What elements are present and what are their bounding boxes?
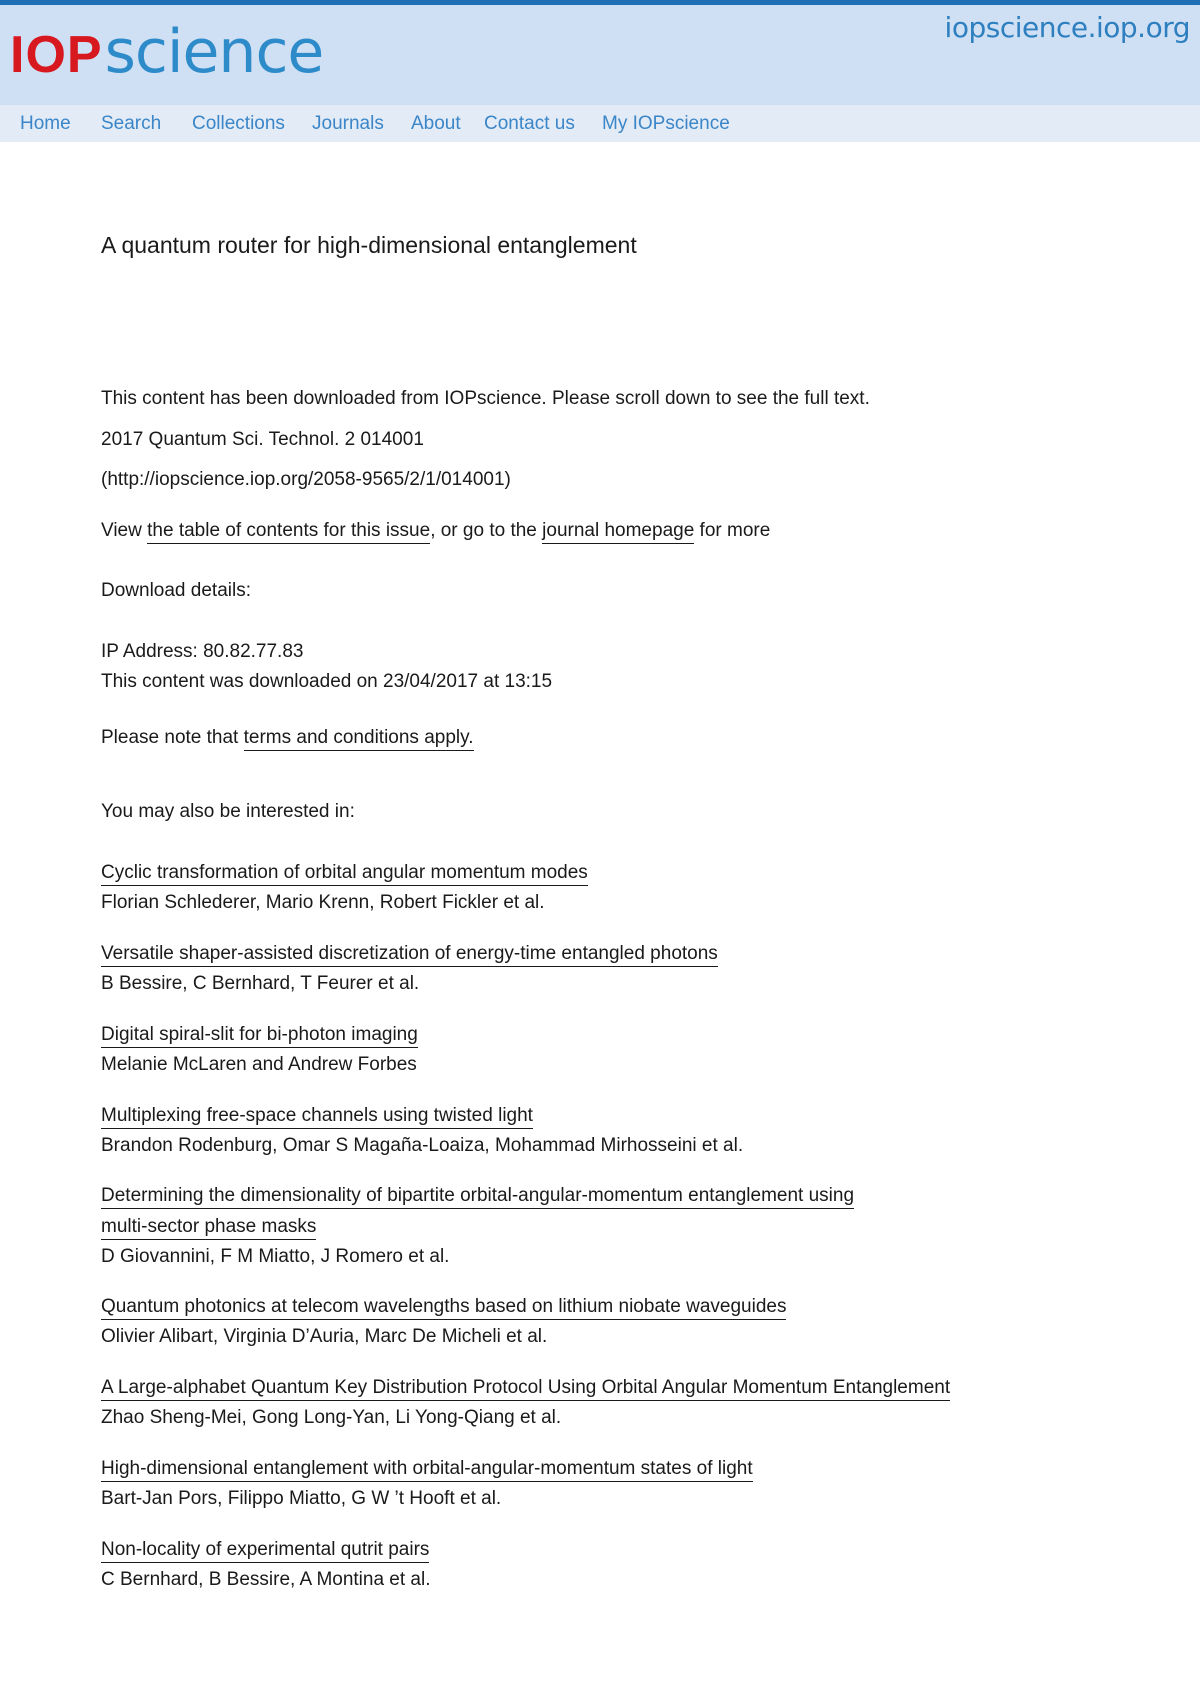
related-item-authors: D Giovannini, F M Miatto, J Romero et al. — [101, 1246, 450, 1267]
ip-address: IP Address: 80.82.77.83 — [101, 641, 304, 662]
related-item-title — [101, 1377, 950, 1399]
related-item-title — [101, 862, 588, 884]
nav-journals[interactable]: Journals — [312, 113, 384, 134]
related-item-title — [101, 1185, 854, 1207]
related-item-title — [101, 1458, 753, 1480]
related-item-authors: Olivier Alibart, Virginia D’Auria, Marc De Micheli et al. — [101, 1326, 548, 1347]
related-item-authors: Florian Schlederer, Mario Krenn, Robert Fickler et al. — [101, 892, 545, 913]
related-title-link[interactable]: A Large-alphabet Quantum Key Distribution Protocol Using Orbital Angular Momentum Entanglement — [101, 1377, 950, 1401]
nav-contact-us[interactable]: Contact us — [484, 113, 575, 134]
toc-link[interactable]: the table of contents for this issue — [147, 520, 430, 544]
related-item-authors: Zhao Sheng-Mei, Gong Long-Yan, Li Yong-Qiang et al. — [101, 1407, 562, 1428]
related-item-authors: C Bernhard, B Bessire, A Montina et al. — [101, 1569, 431, 1590]
related-item-title — [101, 1024, 418, 1046]
site-url[interactable]: iopscience.iop.org — [944, 11, 1190, 44]
related-item-title — [101, 1539, 429, 1561]
related-item-authors: B Bessire, C Bernhard, T Feurer et al. — [101, 973, 420, 994]
download-date: This content was downloaded on 23/04/2017 at 13:15 — [101, 671, 553, 692]
terms-link[interactable]: terms and conditions apply. — [244, 727, 474, 751]
main-nav — [0, 105, 1200, 142]
logo-iop-text: IOP — [10, 26, 103, 84]
nav-search[interactable]: Search — [101, 113, 162, 134]
article-url: (http://iopscience.iop.org/2058-9565/2/1/014001) — [101, 469, 511, 490]
view-middle: , or go to the — [430, 520, 543, 541]
related-title-link-cont[interactable]: multi-sector phase masks — [101, 1216, 316, 1240]
related-title-link[interactable]: Non-locality of experimental qutrit pairs — [101, 1539, 429, 1563]
related-item-title — [101, 1296, 786, 1318]
related-title-link[interactable]: Multiplexing free-space channels using twisted light — [101, 1105, 533, 1129]
view-links-line — [101, 520, 770, 542]
related-item-title — [101, 1105, 533, 1127]
download-notice: This content has been downloaded from IOPscience. Please scroll down to see the full text. — [101, 388, 870, 409]
download-details-heading: Download details: — [101, 580, 251, 601]
related-title-link[interactable]: Quantum photonics at telecom wavelengths based on lithium niobate waveguides — [101, 1296, 786, 1320]
related-item-authors: Melanie McLaren and Andrew Forbes — [101, 1054, 417, 1075]
view-suffix: for more — [694, 520, 771, 541]
related-title-link[interactable]: Versatile shaper-assisted discretization of energy-time entangled photons — [101, 943, 718, 967]
site-header — [0, 5, 1200, 105]
nav-my-iopscience[interactable]: My IOPscience — [602, 113, 730, 134]
related-item-title-line2 — [101, 1216, 316, 1238]
terms-prefix: Please note that — [101, 727, 244, 748]
related-title-link[interactable]: Determining the dimensionality of bipartite orbital-angular-momentum entanglement using — [101, 1185, 854, 1209]
article-title: A quantum router for high-dimensional entanglement — [101, 232, 637, 258]
nav-about[interactable]: About — [411, 113, 461, 134]
related-title-link[interactable]: Digital spiral-slit for bi-photon imaging — [101, 1024, 418, 1048]
terms-line — [101, 727, 474, 749]
related-heading: You may also be interested in: — [101, 801, 355, 822]
related-item-authors: Bart-Jan Pors, Filippo Miatto, G W ’t Hooft et al. — [101, 1488, 502, 1509]
related-title-link[interactable]: High-dimensional entanglement with orbital-angular-momentum states of light — [101, 1458, 753, 1482]
nav-collections[interactable]: Collections — [192, 113, 285, 134]
journal-homepage-link[interactable]: journal homepage — [542, 520, 694, 544]
related-item-title — [101, 943, 718, 965]
iopscience-logo[interactable] — [10, 17, 324, 87]
related-item-authors: Brandon Rodenburg, Omar S Magaña-Loaiza, Mohammad Mirhosseini et al. — [101, 1135, 744, 1156]
related-title-link[interactable]: Cyclic transformation of orbital angular momentum modes — [101, 862, 588, 886]
nav-home[interactable]: Home — [20, 113, 71, 134]
logo-science-text: science — [104, 17, 324, 87]
view-prefix: View — [101, 520, 148, 541]
article-citation: 2017 Quantum Sci. Technol. 2 014001 — [101, 429, 424, 450]
